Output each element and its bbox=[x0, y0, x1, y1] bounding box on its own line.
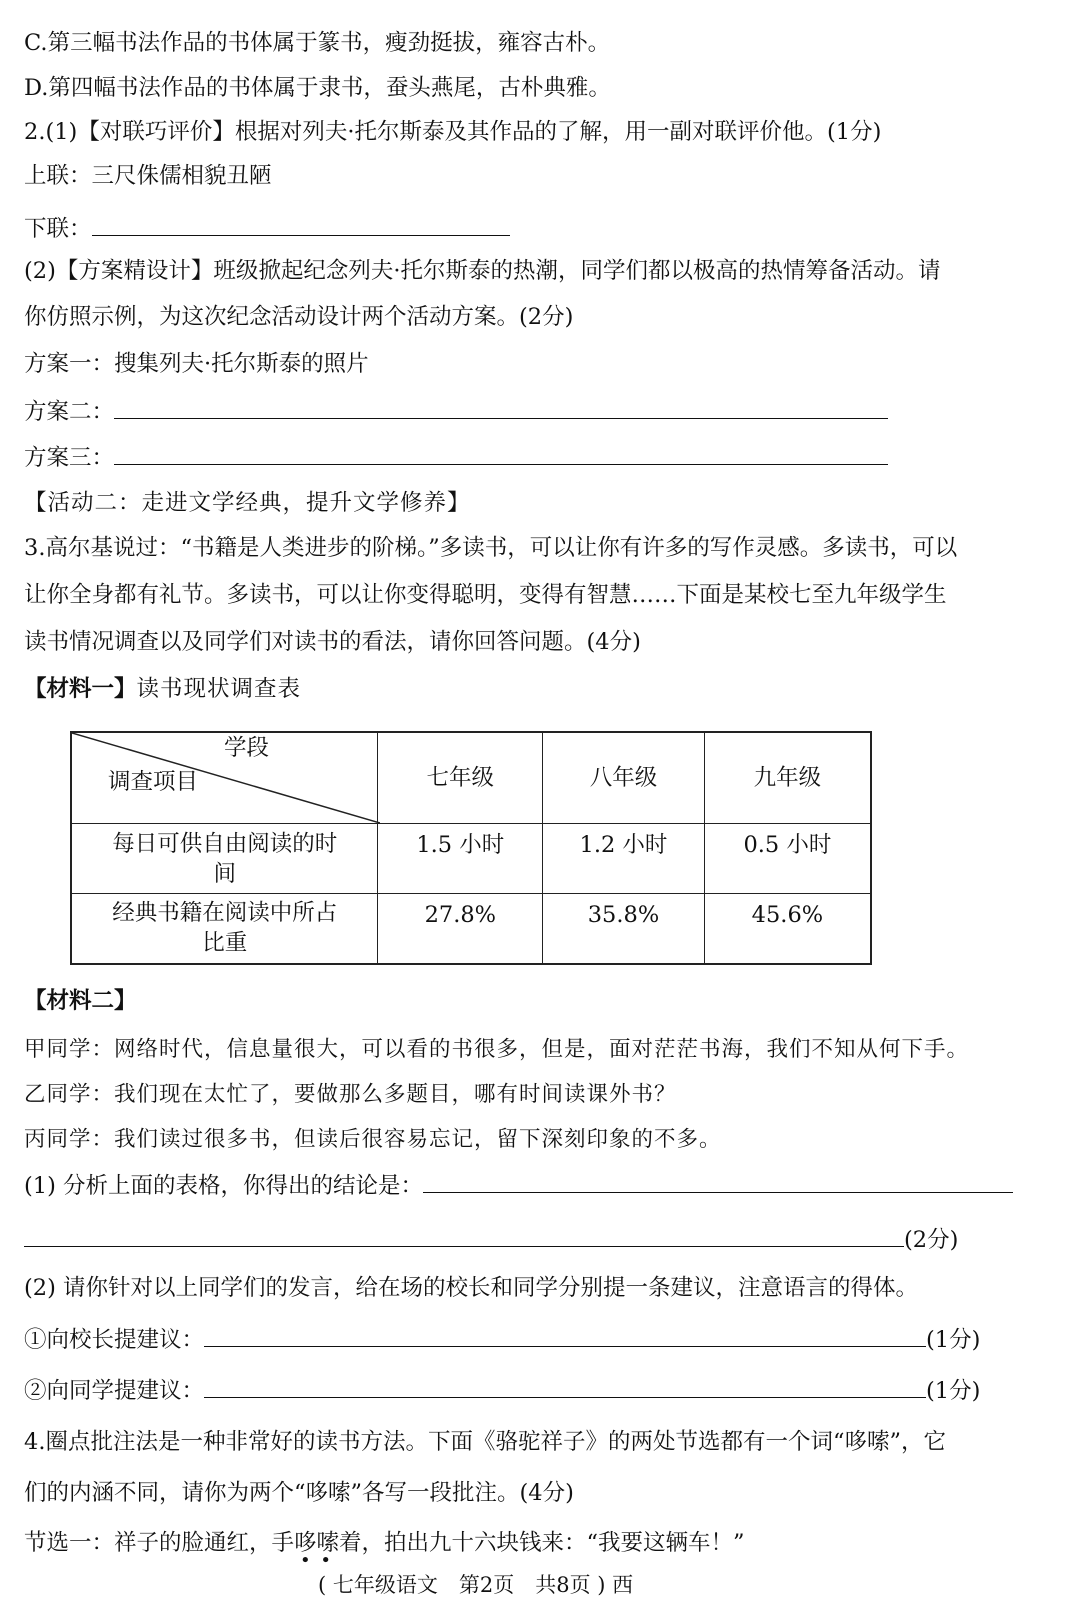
student-bing-remark: 丙同学：我们读过很多书，但读后很容易忘记，留下深刻印象的不多。 bbox=[24, 1127, 722, 1152]
conclusion-blank-2[interactable] bbox=[24, 1224, 904, 1247]
table-cell: 1.5 小时 bbox=[378, 824, 543, 894]
header-item-label: 调查项目 bbox=[108, 769, 199, 795]
suggestion-classmates-label: ②向同学提建议： bbox=[24, 1378, 205, 1404]
question-3-line3: 读书情况调查以及同学们对读书的看法，请你回答问题。(4分) bbox=[24, 629, 641, 655]
row-item-line1: 每日可供自由阅读的时 bbox=[112, 830, 338, 857]
reading-survey-table bbox=[70, 731, 872, 965]
table-cell: 27.8% bbox=[378, 894, 543, 964]
table-cell: 0.5 小时 bbox=[704, 824, 871, 894]
plan-one: 方案一：搜集列夫·托尔斯泰的照片 bbox=[24, 351, 369, 377]
page-footer: ( 七年级语文 第2页 共8页 ) 西 bbox=[318, 1573, 634, 1597]
student-jia-remark: 甲同学：网络时代，信息量很大，可以看的书很多，但是，面对茫茫书海，我们不知从何下手。 bbox=[24, 1037, 970, 1062]
upper-couplet: 上联：三尺侏儒相貌丑陋 bbox=[24, 163, 272, 189]
conclusion-blank-1[interactable] bbox=[423, 1170, 1013, 1193]
suggestion-classmates-score: (1分) bbox=[926, 1378, 981, 1404]
suggestion-classmates-row bbox=[24, 1375, 980, 1406]
suggestion-principal-blank[interactable] bbox=[204, 1324, 926, 1347]
question-3-1-row2 bbox=[24, 1224, 958, 1255]
question-3-1-score: (2分) bbox=[904, 1227, 959, 1253]
suggestion-classmates-blank[interactable] bbox=[204, 1375, 926, 1398]
suggestion-principal-row bbox=[24, 1324, 980, 1355]
excerpt-one: 节选一：祥子的脸通红，手哆嗦着，拍出九十六块钱来：“我要这辆车！” bbox=[24, 1530, 745, 1556]
question-4-line1: 4.圈点批注法是一种非常好的读书方法。下面《骆驼祥子》的两处节选都有一个词“哆嗦”，它 bbox=[24, 1429, 946, 1455]
grade-header-9: 九年级 bbox=[704, 732, 871, 824]
header-grade-label: 学段 bbox=[224, 735, 270, 761]
table-header-row bbox=[71, 732, 871, 824]
diagonal-header-cell bbox=[71, 732, 378, 824]
table-cell: 45.6% bbox=[704, 894, 871, 964]
row-item-line1: 经典书籍在阅读中所占 bbox=[112, 900, 338, 927]
material-two-heading: 【材料二】 bbox=[24, 988, 137, 1014]
plan-three-row bbox=[24, 442, 888, 473]
plan-three-label: 方案三： bbox=[24, 445, 115, 471]
suggestion-principal-label: ①向校长提建议： bbox=[24, 1327, 205, 1353]
material-one-heading bbox=[24, 674, 301, 704]
option-d: D.第四幅书法作品的书体属于隶书，蚕头燕尾，古朴典雅。 bbox=[24, 75, 611, 101]
grade-header-7: 七年级 bbox=[378, 732, 543, 824]
emphasis-dots: • • bbox=[300, 1550, 333, 1571]
question-2-2-line1: (2)【方案精设计】班级掀起纪念列夫·托尔斯泰的热潮，同学们都以极高的热情筹备活动。请 bbox=[24, 258, 941, 284]
row-item-line2: 比重 bbox=[202, 930, 248, 957]
row-item-line2: 间 bbox=[213, 860, 236, 887]
row-item-label bbox=[71, 894, 378, 964]
plan-two-label: 方案二： bbox=[24, 399, 115, 425]
plan-two-row bbox=[24, 396, 888, 427]
lower-couplet-blank[interactable] bbox=[92, 213, 510, 236]
table-cell: 1.2 小时 bbox=[543, 824, 705, 894]
table-row bbox=[71, 894, 871, 964]
question-3-1-prompt: (1) 分析上面的表格，你得出的结论是： bbox=[24, 1173, 424, 1199]
lower-couplet-label: 下联： bbox=[24, 216, 92, 242]
question-2-1: 2.(1)【对联巧评价】根据对列夫·托尔斯泰及其作品的了解，用一副对联评价他。(1分) bbox=[24, 119, 882, 145]
question-3-1-row bbox=[24, 1170, 1013, 1201]
question-3-line1: 3.高尔基说过：“书籍是人类进步的阶梯。”多读书，可以让你有许多的写作灵感。多读书，可以 bbox=[24, 535, 958, 561]
student-yi-remark: 乙同学：我们现在太忙了，要做那么多题目，哪有时间读课外书？ bbox=[24, 1082, 677, 1107]
suggestion-principal-score: (1分) bbox=[926, 1327, 981, 1353]
plan-two-blank[interactable] bbox=[114, 396, 888, 419]
row-item-label bbox=[71, 824, 378, 894]
activity-two-heading: 【活动二：走进文学经典，提升文学修养】 bbox=[24, 490, 471, 516]
material-one-tag: 【材料一】 bbox=[24, 676, 137, 702]
question-2-2-line2: 你仿照示例，为这次纪念活动设计两个活动方案。(2分) bbox=[24, 304, 574, 330]
table-cell: 35.8% bbox=[543, 894, 705, 964]
question-4-line2: 们的内涵不同，请你为两个“哆嗦”各写一段批注。(4分) bbox=[24, 1480, 574, 1506]
grade-header-8: 八年级 bbox=[543, 732, 705, 824]
question-3-line2: 让你全身都有礼节。多读书，可以让你变得聪明，变得有智慧……下面是某校七至九年级学生 bbox=[24, 582, 947, 608]
material-one-title: 读书现状调查表 bbox=[136, 676, 302, 702]
lower-couplet-row bbox=[24, 213, 510, 244]
plan-three-blank[interactable] bbox=[114, 442, 888, 465]
question-3-2: (2) 请你针对以上同学们的发言，给在场的校长和同学分别提一条建议，注意语言的得体。 bbox=[24, 1275, 919, 1301]
table-row bbox=[71, 824, 871, 894]
option-c: C.第三幅书法作品的书体属于篆书，瘦劲挺拔，雍容古朴。 bbox=[24, 30, 611, 56]
